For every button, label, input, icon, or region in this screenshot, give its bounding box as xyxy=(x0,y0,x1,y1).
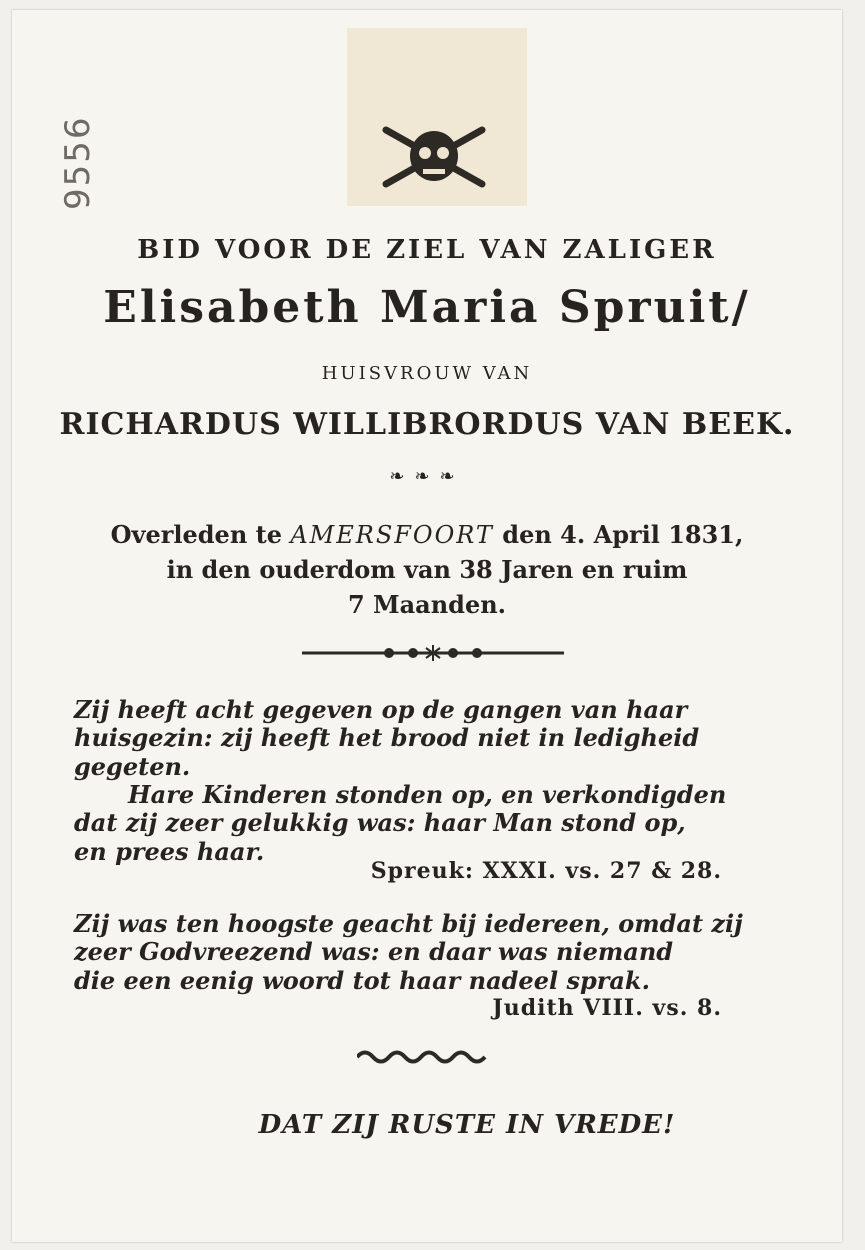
judith-reference: Judith VIII. vs. 8. xyxy=(492,995,722,1021)
closing-prayer: DAT ZIJ RUSTE IN VREDE! xyxy=(258,1110,676,1140)
decorative-rule xyxy=(302,643,564,663)
husband-name: RICHARDUS WILLIBRORDUS VAN BEEK. xyxy=(59,407,795,442)
ornament-divider: ❧❧❧ xyxy=(389,466,465,487)
death-place: AMERSFOORT xyxy=(290,521,494,549)
heading: BID VOOR DE ZIEL VAN ZALIGER xyxy=(137,235,717,265)
skull-crossbones-icon xyxy=(374,118,494,196)
judith-verse xyxy=(74,910,794,995)
verse-line: en prees haar. xyxy=(74,836,265,866)
relation-label: HUISVROUW VAN xyxy=(321,363,533,384)
memorial-card xyxy=(12,10,842,1242)
death-date: den 4. April 1831, xyxy=(493,520,744,549)
age-months: 7 Maanden. xyxy=(347,589,507,619)
verse-line: huisgezin: zij heeft het brood niet in ledigheid xyxy=(74,723,700,753)
deceased-name: Elisabeth Maria Spruit/ xyxy=(103,282,751,333)
death-line-prefix: Overleden te xyxy=(110,520,291,549)
death-details xyxy=(52,518,802,622)
proverbs-verse xyxy=(74,696,794,866)
verse-line: dat zij zeer gelukkig was: haar Man stond op, xyxy=(74,808,686,838)
verse-line: Zij heeft acht gegeven op de gangen van haar xyxy=(74,695,688,724)
verse-line: zeer Godvreezend was: en daar was niemand xyxy=(74,937,674,967)
archive-number: 9556 xyxy=(58,115,98,210)
verse-line: Zij was ten hoogste geacht bij iedereen, omdat zij xyxy=(74,909,743,938)
verse-line: gegeten. xyxy=(74,751,191,781)
age-line: in den ouderdom van 38 Jaren en ruim xyxy=(166,554,688,584)
verse-line: Hare Kinderen stonden op, en verkondigden xyxy=(128,779,727,809)
proverbs-reference: Spreuk: XXXI. vs. 27 & 28. xyxy=(370,858,722,884)
wave-ornament xyxy=(357,1048,487,1066)
verse-line: die een eenig woord tot haar nadeel sprak. xyxy=(74,965,650,995)
